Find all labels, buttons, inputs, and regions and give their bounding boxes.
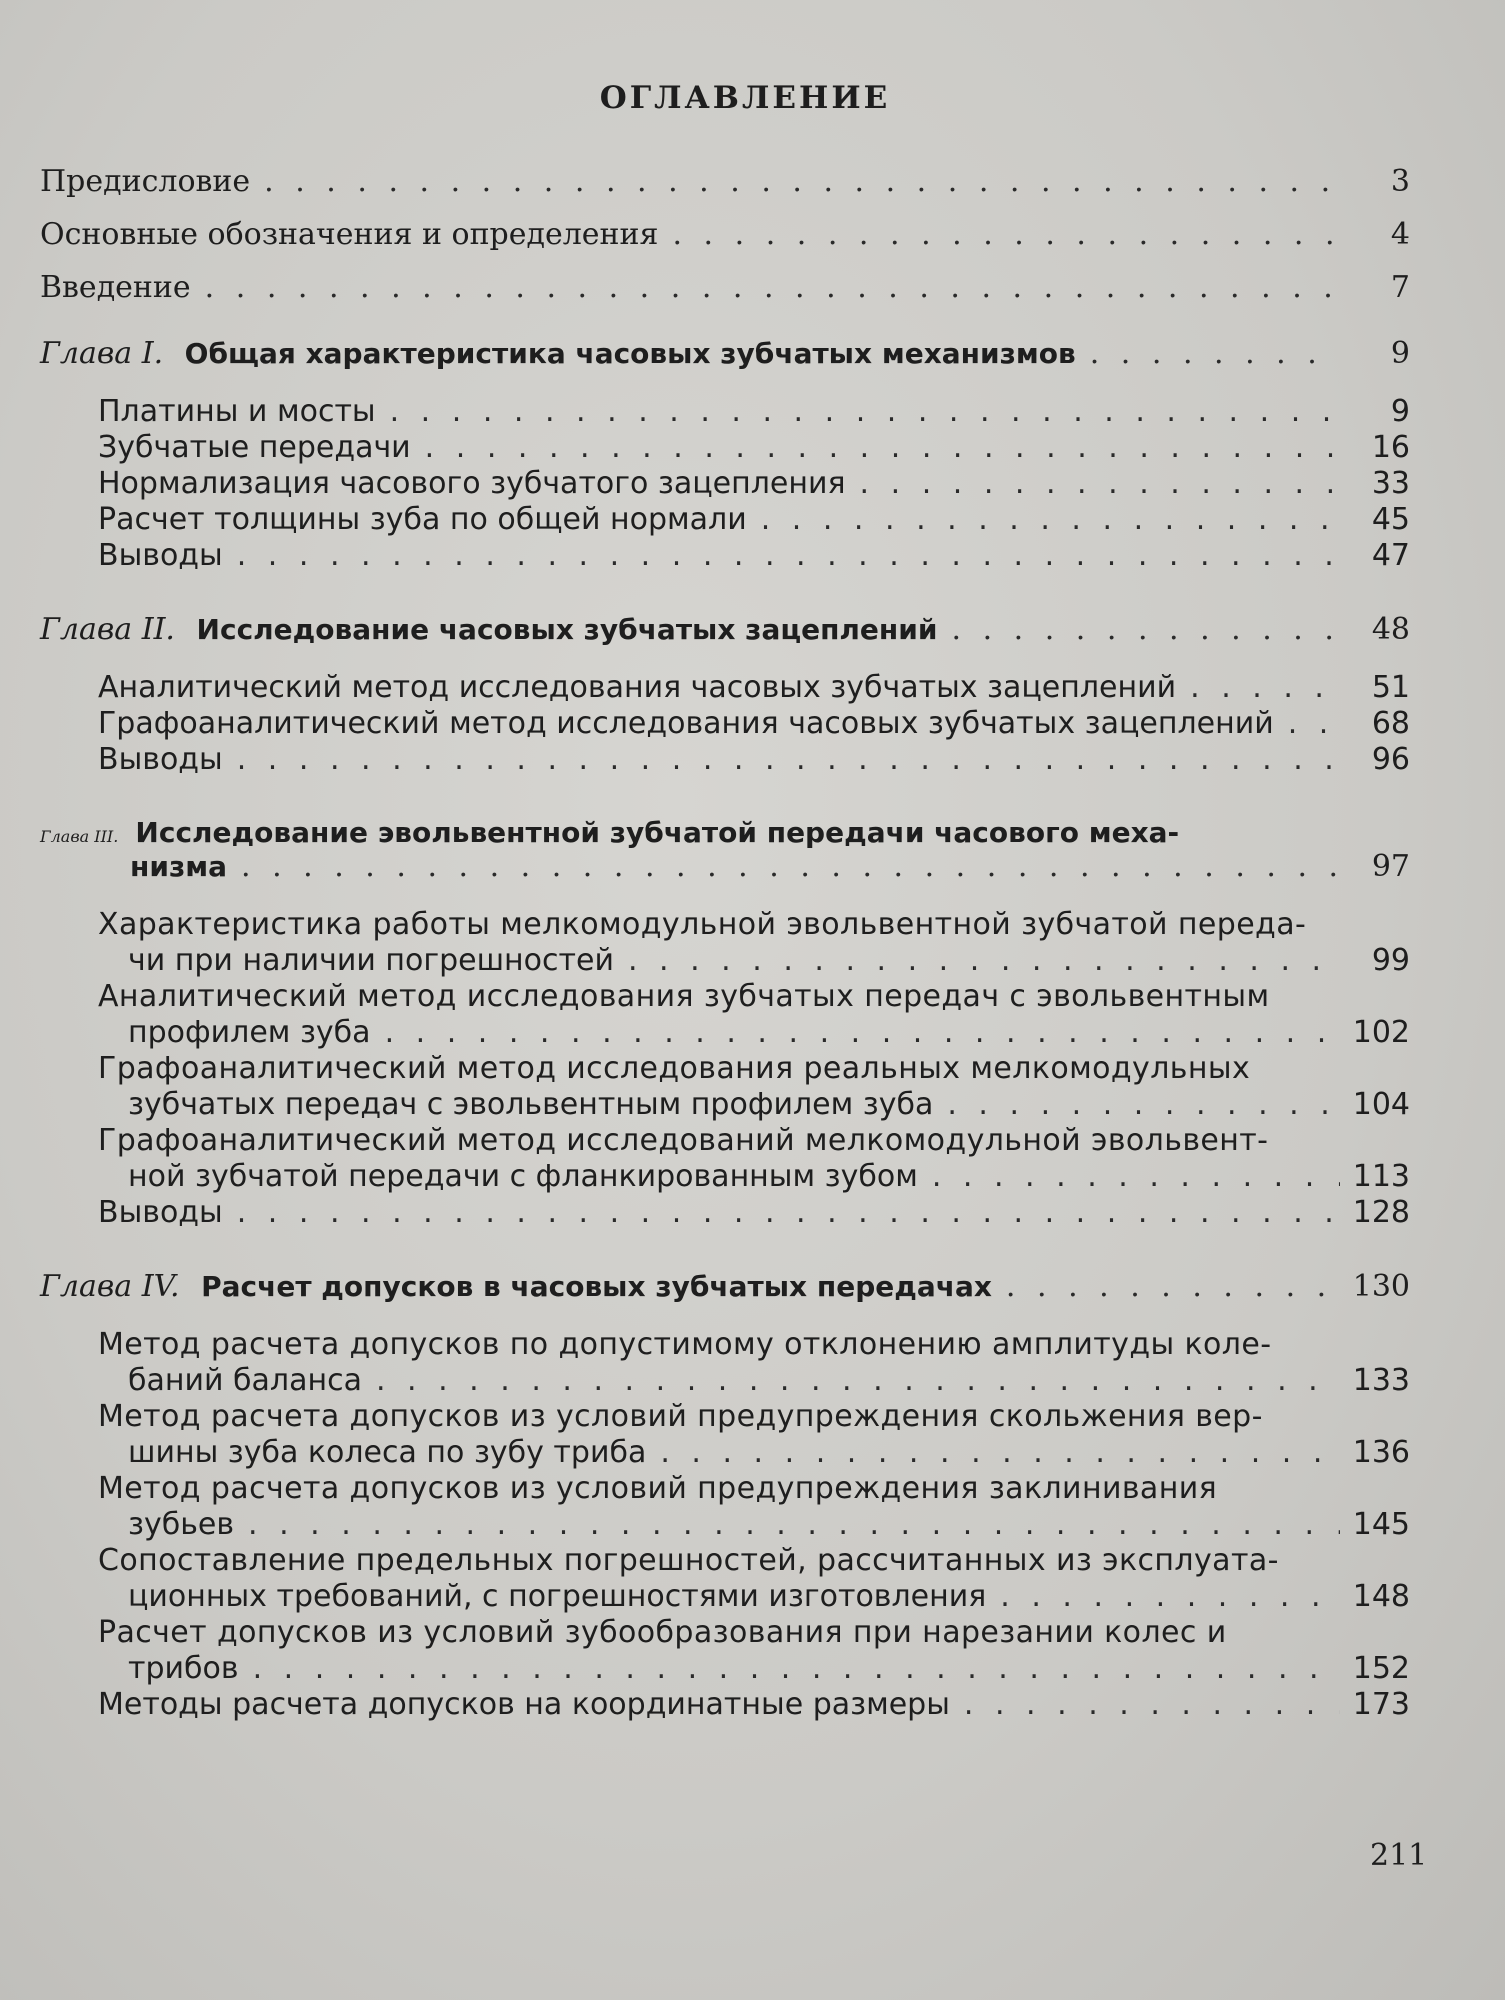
- toc-section[interactable]: [40, 979, 1410, 1051]
- chapter-prefix: Глава IV.: [40, 1269, 180, 1304]
- dot-leader: [239, 1651, 1340, 1687]
- toc-section[interactable]: [40, 742, 1410, 778]
- toc-page-number: 104: [1352, 1087, 1410, 1122]
- toc-entry-introduction[interactable]: [40, 270, 1410, 306]
- dot-leader: [992, 1269, 1340, 1305]
- toc-section[interactable]: [40, 538, 1410, 574]
- page-folio-number: 211: [1370, 1838, 1428, 1873]
- dot-leader: [223, 538, 1340, 574]
- toc-page-number: 51: [1371, 670, 1410, 705]
- page-title: ОГЛАВЛЕНИЕ: [599, 80, 891, 116]
- section-label-continued: зубьев: [128, 1507, 235, 1542]
- chapter-title: Общая характеристика часовых зубчатых механизмов: [184, 337, 1076, 370]
- dot-leader: [362, 1363, 1340, 1399]
- toc-page-number: 97: [1371, 849, 1410, 884]
- section-label-continued: зубчатых передач с эвольвентным профилем зуба: [128, 1087, 934, 1122]
- section-label: Выводы: [98, 538, 223, 573]
- chapter-prefix: Глава III.: [40, 827, 119, 846]
- section-label: Графоаналитический метод исследования реальных мелкомодульных: [98, 1051, 1251, 1086]
- toc-section[interactable]: [40, 502, 1410, 538]
- toc-page-number: 48: [1371, 612, 1410, 647]
- toc-section[interactable]: [40, 1051, 1410, 1123]
- section-label-continued: баний баланса: [128, 1363, 362, 1398]
- toc-page-number: 7: [1390, 270, 1410, 305]
- toc-section[interactable]: [40, 907, 1410, 979]
- toc-section[interactable]: [40, 1399, 1410, 1471]
- toc-page-number: 130: [1352, 1269, 1410, 1304]
- chapter-2: [40, 612, 1410, 778]
- dot-leader: [658, 217, 1340, 253]
- section-label: Метод расчета допусков из условий предупреждения заклинивания: [98, 1471, 1218, 1506]
- toc-section[interactable]: [40, 466, 1410, 502]
- toc-page-number: 99: [1371, 943, 1410, 978]
- section-label: Аналитический метод исследования часовых зубчатых зацеплений: [98, 670, 1177, 705]
- toc-entry-label: Введение: [40, 270, 191, 305]
- dot-leader: [614, 943, 1340, 979]
- section-label: Расчет допусков из условий зубообразования при нарезании колес и: [98, 1615, 1227, 1650]
- dot-leader: [933, 1087, 1340, 1123]
- toc-entry-label: Основные обозначения и определения: [40, 217, 659, 252]
- chapter-1: [40, 336, 1410, 574]
- toc-page-number: 9: [1390, 336, 1410, 371]
- section-label: Платины и мосты: [98, 394, 376, 429]
- toc-page-number: 102: [1352, 1015, 1410, 1050]
- section-label: Метод расчета допусков из условий предупреждения скольжения вер-: [98, 1399, 1263, 1434]
- toc-entry-notation[interactable]: [40, 217, 1410, 253]
- toc-page-number: 173: [1352, 1687, 1410, 1722]
- toc-page-number: 4: [1390, 217, 1410, 252]
- toc-page-number: 113: [1352, 1159, 1410, 1194]
- section-label-continued: трибов: [128, 1651, 239, 1686]
- chapter-title-continued: низма: [130, 850, 228, 883]
- dot-leader: [646, 1435, 1340, 1471]
- toc-page-number: 33: [1371, 466, 1410, 501]
- toc-entry-preface[interactable]: [40, 164, 1410, 200]
- dot-leader: [223, 742, 1340, 778]
- toc-page-number: 145: [1352, 1507, 1410, 1542]
- dot-leader: [371, 1015, 1340, 1051]
- dot-leader: [376, 394, 1340, 430]
- section-label: Расчет толщины зуба по общей нормали: [98, 502, 747, 537]
- dot-leader: [411, 430, 1340, 466]
- dot-leader: [223, 1195, 1340, 1231]
- dot-leader: [950, 1687, 1340, 1723]
- dot-leader: [227, 849, 1340, 885]
- section-label: Выводы: [98, 1195, 223, 1230]
- toc-page-number: 136: [1352, 1435, 1410, 1470]
- chapter-prefix: Глава II.: [40, 612, 175, 647]
- toc-page-number: 96: [1371, 742, 1410, 777]
- dot-leader: [250, 164, 1340, 200]
- toc-page-number: 3: [1390, 164, 1410, 199]
- toc-section[interactable]: [40, 1327, 1410, 1399]
- dot-leader: [1076, 336, 1340, 372]
- toc-page-number: 148: [1352, 1579, 1410, 1614]
- section-label: Сопоставление предельных погрешностей, рассчитанных из эксплуата-: [98, 1543, 1279, 1578]
- dot-leader: [846, 466, 1340, 502]
- dot-leader: [234, 1507, 1340, 1543]
- toc-section[interactable]: [40, 670, 1410, 706]
- section-label: Метод расчета допусков по допустимому отклонению амплитуды коле-: [98, 1327, 1272, 1362]
- dot-leader: [918, 1159, 1340, 1195]
- section-label: Выводы: [98, 742, 223, 777]
- toc-section[interactable]: [40, 706, 1410, 742]
- chapter-heading[interactable]: [40, 816, 1410, 885]
- section-label: Аналитический метод исследования зубчатых передач с эвольвентным: [98, 979, 1270, 1014]
- section-label: Зубчатые передачи: [98, 430, 411, 465]
- section-label: Графоаналитический метод исследования часовых зубчатых зацеплений: [98, 706, 1274, 741]
- chapter-3: [40, 816, 1410, 1231]
- section-label: Характеристика работы мелкомодульной эвольвентной зубчатой переда-: [98, 907, 1307, 942]
- toc-section[interactable]: [40, 1543, 1410, 1615]
- toc-page-number: 152: [1352, 1651, 1410, 1686]
- toc-section[interactable]: [40, 394, 1410, 430]
- section-label-continued: чи при наличии погрешностей: [128, 943, 614, 978]
- section-label-continued: ционных требований, с погрешностями изготовления: [128, 1579, 987, 1614]
- section-label-continued: ной зубчатой передачи с фланкированным зубом: [128, 1159, 918, 1194]
- toc-page-number: 68: [1371, 706, 1410, 741]
- chapter-title: Расчет допусков в часовых зубчатых передачах: [201, 1270, 992, 1303]
- chapter-title: Исследование эвольвентной зубчатой передачи часового меха-: [135, 816, 1180, 849]
- chapter-heading[interactable]: [40, 1269, 1410, 1305]
- toc-section[interactable]: [40, 1195, 1410, 1231]
- dot-leader: [1176, 670, 1340, 706]
- chapter-4: [40, 1269, 1410, 1723]
- dot-leader: [747, 502, 1340, 538]
- dot-leader: [938, 612, 1340, 648]
- dot-leader: [191, 270, 1340, 306]
- dot-leader: [986, 1579, 1340, 1615]
- toc-section[interactable]: [40, 430, 1410, 466]
- section-label: Методы расчета допусков на координатные размеры: [98, 1687, 950, 1722]
- toc-page-number: 128: [1352, 1195, 1410, 1230]
- chapter-title: Исследование часовых зубчатых зацеплений: [196, 613, 938, 646]
- toc-page-number: 133: [1352, 1363, 1410, 1398]
- toc-entry-label: Предисловие: [40, 164, 251, 199]
- section-label: Графоаналитический метод исследований мелкомодульной эвольвент-: [98, 1123, 1269, 1158]
- chapter-prefix: Глава I.: [40, 336, 164, 371]
- toc-section[interactable]: [40, 1123, 1410, 1195]
- toc-page-number: 47: [1371, 538, 1410, 573]
- front-matter: [40, 164, 1410, 306]
- dot-leader: [1274, 706, 1340, 742]
- section-label-continued: шины зуба колеса по зубу триба: [128, 1435, 647, 1470]
- toc-page-number: 9: [1390, 394, 1410, 429]
- section-label-continued: профилем зуба: [128, 1015, 371, 1050]
- toc-page-number: 45: [1371, 502, 1410, 537]
- chapter-heading[interactable]: [40, 612, 1410, 648]
- toc-section[interactable]: [40, 1471, 1410, 1543]
- chapter-heading[interactable]: [40, 336, 1410, 372]
- toc-page-number: 16: [1371, 430, 1410, 465]
- section-label: Нормализация часового зубчатого зацепления: [98, 466, 846, 501]
- toc-section[interactable]: [40, 1615, 1410, 1687]
- toc-section[interactable]: [40, 1687, 1410, 1723]
